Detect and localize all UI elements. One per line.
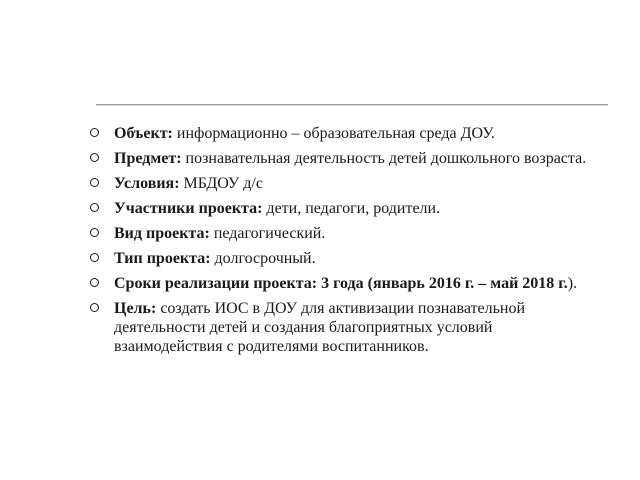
list-item-goal <box>90 299 600 356</box>
bullet-icon <box>90 178 99 187</box>
bullet-list <box>90 124 600 362</box>
bullet-icon <box>90 253 99 262</box>
list-item-subject <box>90 149 600 168</box>
item-label: Условия: <box>114 175 180 192</box>
list-item-project-kind <box>90 224 600 243</box>
item-value: долгосрочный. <box>210 250 316 267</box>
item-label: Вид проекта: <box>114 225 210 242</box>
list-item-conditions <box>90 174 600 193</box>
item-label: Участники проекта: <box>114 200 263 217</box>
item-label: Тип проекта: <box>114 250 211 267</box>
item-value: информационно – образовательная среда ДОУ. <box>172 125 495 142</box>
item-value: дети, педагоги, родители. <box>262 200 441 217</box>
list-item-project-type <box>90 249 600 268</box>
item-value: педагогический. <box>209 225 326 242</box>
item-value: создать ИОС в ДОУ для активизации познавательной деятельности детей и создания благоприятных условий взаимодействия с родителями воспитанников. <box>114 300 525 355</box>
list-item-participants <box>90 199 600 218</box>
list-item-timeline <box>90 274 600 293</box>
item-label: Предмет: <box>114 150 182 167</box>
item-value: познавательная деятельность детей дошкольного возраста. <box>181 150 587 167</box>
list-item-object <box>90 124 600 143</box>
bullet-icon <box>90 303 99 312</box>
bullet-icon <box>90 203 99 212</box>
item-value: ). <box>567 275 578 292</box>
item-value: МБДОУ д/с <box>179 175 263 192</box>
bullet-icon <box>90 128 99 137</box>
item-label: Объект: <box>114 125 173 142</box>
item-label: Сроки реализации проекта: 3 года (январь 2016 г. – май 2018 г. <box>114 275 568 292</box>
item-label: Цель: <box>114 300 157 317</box>
title-divider <box>96 104 608 106</box>
bullet-icon <box>90 228 99 237</box>
bullet-icon <box>90 153 99 162</box>
bullet-icon <box>90 278 99 287</box>
